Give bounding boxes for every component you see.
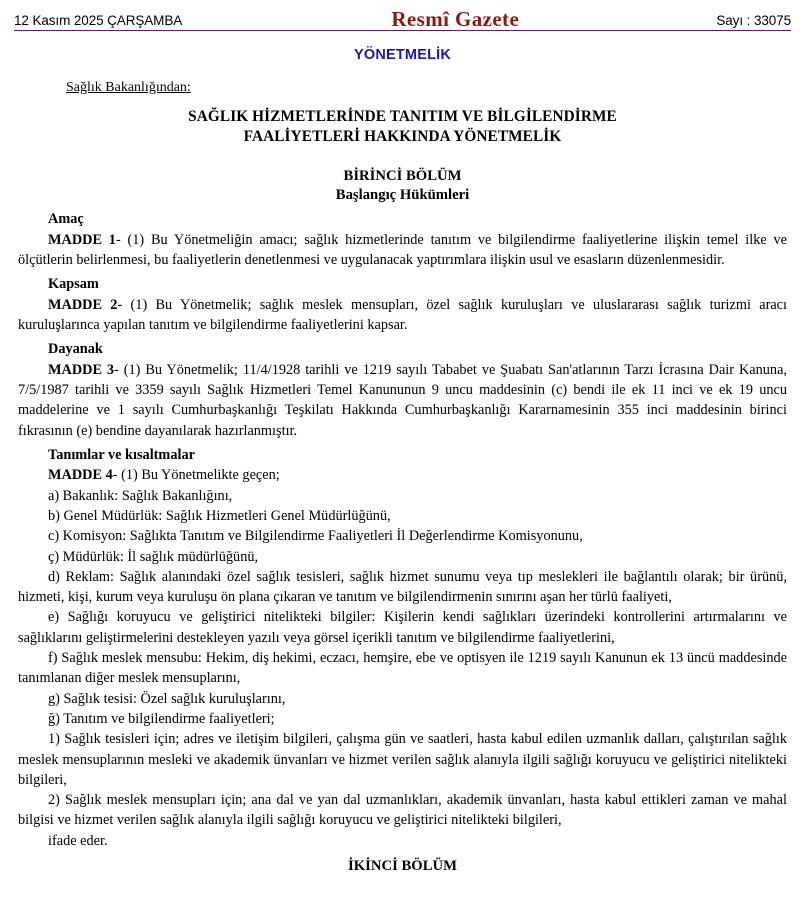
chapter-one-heading: BİRİNCİ BÖLÜM [343, 168, 462, 184]
definition-subitem: 1) Sağlık tesisleri için; adres ve iletişim bilgileri, çalışma gün ve saatleri, hasta kabul edilen uzmanlık dalları, çalıştırılan sağlık meslek mensuplarının mesleki ve akademik ünvanları ve hizmet verilen sağlık alanıyla ilgili sağlığı koruyucu ve geliştirici nitelikteki bilgileri, [18, 731, 787, 788]
page-title [18, 107, 787, 147]
definition-subitem: 2) Sağlık meslek mensupları için; ana dal ve yan dal uzmanlıkları, akademik ünvanları, hasta kabul ettikleri zaman ve mahal bilgisi ve hizmet verilen sağlık alanıyla ilgili sağlığı koruyucu ve geliştirici nitelikteki bilgileri, [18, 792, 787, 829]
definition-item: c) Komisyon: Sağlıkta Tanıtım ve Bilgilendirme Faaliyetleri İl Değerlendirme Komisyonunu, [48, 528, 583, 545]
article-1-label: MADDE 1 [48, 231, 116, 248]
article-4 [18, 465, 787, 485]
closing-phrase: ifade eder. [48, 832, 108, 849]
definition-item: b) Genel Müdürlük: Sağlık Hizmetleri Genel Müdürlüğünü, [48, 507, 391, 524]
definition-item: ç) Müdürlük: İl sağlık müdürlüğünü, [48, 548, 259, 565]
issue-number: Sayı : 33075 [716, 13, 791, 28]
chapter-two-heading: İKİNCİ BÖLÜM [348, 858, 457, 875]
article-1 [18, 230, 787, 271]
article-2-text: - (1) Bu Yönetmelik; sağlık meslek mensupları, özel sağlık kuruluşları ve uluslararası sağlık turizmi aracı kuruluşlarınca yapılan tanıtım ve bilgilendirme faaliyetlerini kapsar. [18, 296, 788, 333]
article-2 [18, 295, 787, 336]
heading-dayanak: Dayanak [48, 341, 103, 358]
article-3-text: - (1) Bu Yönetmelik; 11/4/1928 tarihli ve 1219 sayılı Tababet ve Şuabatı San'atlarının Tarzı İcrasına Dair Kanuna, 7/5/1987 tarihli ve 3359 sayılı Sağlık Hizmetleri Temel Kanununun 9 uncu maddesinin (c) bendi ile ek 11 inci ve ek 19 uncu maddelerine ve 1 sayılı Cumhurbaşkanlığı Teşkilatı Hakkında Cumhurbaşkanlığı Kararnamesinin 355 inci maddesinin birinci fıkrasının (e) bendine dayanılarak hazırlanmıştır. [18, 361, 787, 439]
heading-tanimlar: Tanımlar ve kısaltmalar [48, 446, 195, 463]
chapter-one-subheading: Başlangıç Hükümleri [335, 187, 470, 203]
article-3-label: MADDE 3 [48, 361, 115, 378]
gazette-title: Resmî Gazete [391, 7, 520, 31]
article-4-label: MADDE 4 [48, 467, 113, 484]
article-3 [18, 360, 787, 441]
definition-item: g) Sağlık tesisi: Özel sağlık kuruluşlarını, [48, 690, 286, 707]
article-4-text: - (1) Bu Yönetmelikte geçen; [112, 467, 280, 484]
definition-item: ğ) Tanıtım ve bilgilendirme faaliyetleri; [48, 710, 275, 727]
heading-amac: Amaç [48, 211, 84, 227]
definition-item: f) Sağlık meslek mensubu: Hekim, diş hekimi, eczacı, hemşire, ebe ve optisyen ile 1219 sayılı Kanunun ek 13 üncü maddesinde tanımlanan diğer meslek mensuplarını, [18, 650, 787, 687]
article-2-label: MADDE 2 [48, 296, 118, 313]
article-1-text: - (1) Bu Yönetmeliğin amacı; sağlık hizmetlerinde tanıtım ve bilgilendirme faaliyetlerine ilişkin temel ilke ve ölçütlerin belirlenmesi, bu faaliyetlerin denetlenmesi ve uygulanacak yaptırımlara ilişkin usul ve esasların düzenlenmesidir. [18, 231, 787, 268]
page-title-line-2: FAALİYETLERİ HAKKINDA YÖNETMELİK [243, 128, 562, 145]
document-kind: YÖNETMELİK [353, 47, 452, 63]
publication-date: 12 Kasım 2025 ÇARŞAMBA [14, 13, 183, 28]
definition-item: e) Sağlığı koruyucu ve geliştirici nitelikteki bilgiler: Kişilerin kendi sağlıkları üzerindeki kontrollerini artırmalarını ve sağlıklarını geliştirmelerini destekleyen yazılı veya görsel içerikli tanıtım ve bilgilendirme faaliyetlerini, [18, 609, 787, 646]
heading-kapsam: Kapsam [48, 276, 99, 293]
issuer-authority: Sağlık Bakanlığından: [66, 80, 191, 95]
definition-item: d) Reklam: Sağlık alanındaki özel sağlık tesisleri, sağlık hizmet sunumu veya tıp meslekleri ile bağlantılı olarak; bir ürünü, hizmeti, kişi, kurum veya kuruluşu ön plana çıkaran ve tanıtım ve bilgilendirmenin sınırını aşan her türlü faaliyeti, [18, 568, 787, 606]
document-body [0, 47, 805, 876]
page-title-line-1: SAĞLIK HİZMETLERİNDE TANITIM VE BİLGİLENDİRME [188, 108, 617, 125]
issuer-line [18, 63, 787, 96]
definition-item: a) Bakanlık: Sağlık Bakanlığını, [48, 487, 233, 504]
masthead [0, 0, 805, 31]
